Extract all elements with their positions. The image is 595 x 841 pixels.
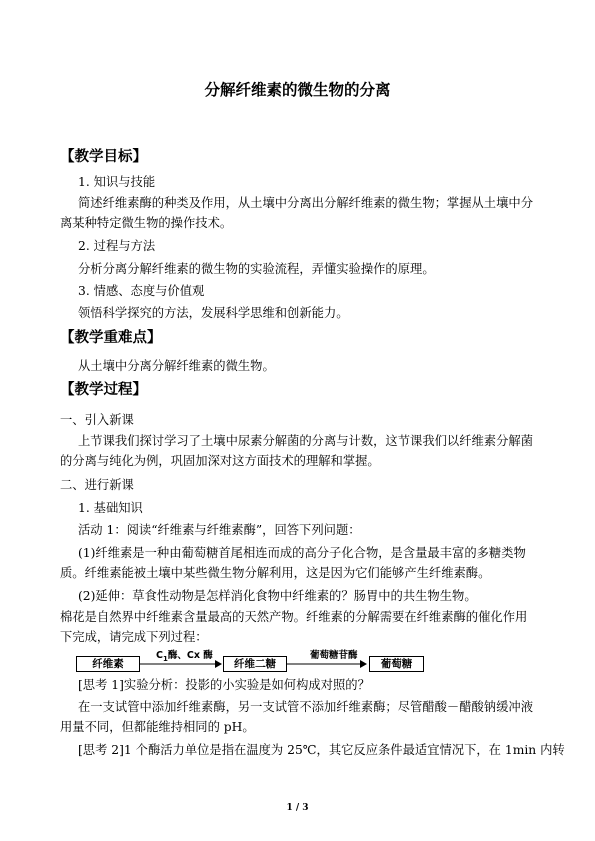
goal-1-heading: 1. 知识与技能 [78,175,156,189]
flow-arrow-1-label: $C_1$酶、Cx 酶 [156,650,213,663]
cellulose-flow-diagram [76,651,506,673]
page-title: 分解纤维素的微生物的分离 [204,81,391,99]
question-2: (2)延伸：草食性动物是怎样消化食物中纤维素的？肠胃中的共生物生物。 [78,589,477,603]
cotton-text: 棉花是自然界中纤维素含量最高的天然产物。纤维素的分解需要在纤维素酶的催化作用下完成，请完成下列过程： [60,610,528,644]
flow-arrow-1 [140,657,222,671]
section-heading-goals: 【教学目标】 [60,149,147,165]
goal-3-heading: 3. 情感、态度与价值观 [78,284,205,298]
goal-1-text: 简述纤维素酶的种类及作用，从土壤中分离出分解纤维素的微生物；掌握从土壤中分离某种特定微生物的操作技术。 [60,196,533,230]
question-1: (1)纤维素是一种由葡萄糖首尾相连而成的高分子化合物，是含量最丰富的多糖类物质。纤维素能被土壤中某些微生物分解利用，这是因为它们能够产生纤维素酶。 [60,546,526,580]
flow-box-glucose: 葡萄糖 [369,656,424,672]
process-new-heading: 二、进行新课 [60,478,134,492]
flow-box-cellulose: 纤维素 [76,656,140,672]
process-intro-text: 上节课我们探讨学习了土壤中尿素分解菌的分离与计数，这节课我们以纤维素分解菌的分离与纯化为例，巩固加深对这方面技术的理解和掌握。 [60,434,533,468]
process-intro-heading: 一、引入新课 [60,413,134,427]
flow-arrow-2 [287,657,367,671]
flow-box-cellobiose: 纤维二糖 [223,656,287,672]
activity-1: 活动 1：阅读“纤维素与纤维素酶”，回答下列问题： [78,523,361,537]
basic-knowledge-heading: 1. 基础知识 [78,501,143,515]
section-heading-key: 【教学重难点】 [60,330,162,346]
think-1-text: 在一支试管中添加纤维素酶，另一支试管不添加纤维素酶；尽管醋酸－醋酸钠缓冲液用量不同，但都能维持相同的 pH。 [60,700,533,734]
goal-2-text: 分析分离分解纤维素的微生物的实验流程，弄懂实验操作的原理。 [78,262,435,276]
flow-arrow-2-label: 葡萄糖苷酶 [310,650,358,661]
section-heading-process: 【教学过程】 [60,382,147,398]
page-number: 1 / 3 [286,803,309,813]
think-2: [思考 2]1 个酶活力单位是指在温度为 25℃，其它反应条件最适宜情况下，在 1min 内转 [78,743,565,757]
key-text: 从土壤中分离分解纤维素的微生物。 [78,359,275,373]
goal-2-heading: 2. 过程与方法 [78,239,156,253]
goal-3-text: 领悟科学探究的方法，发展科学思维和创新能力。 [78,306,349,320]
think-1: [思考 1]实验分析：投影的小实验是如何构成对照的？ [78,678,370,692]
